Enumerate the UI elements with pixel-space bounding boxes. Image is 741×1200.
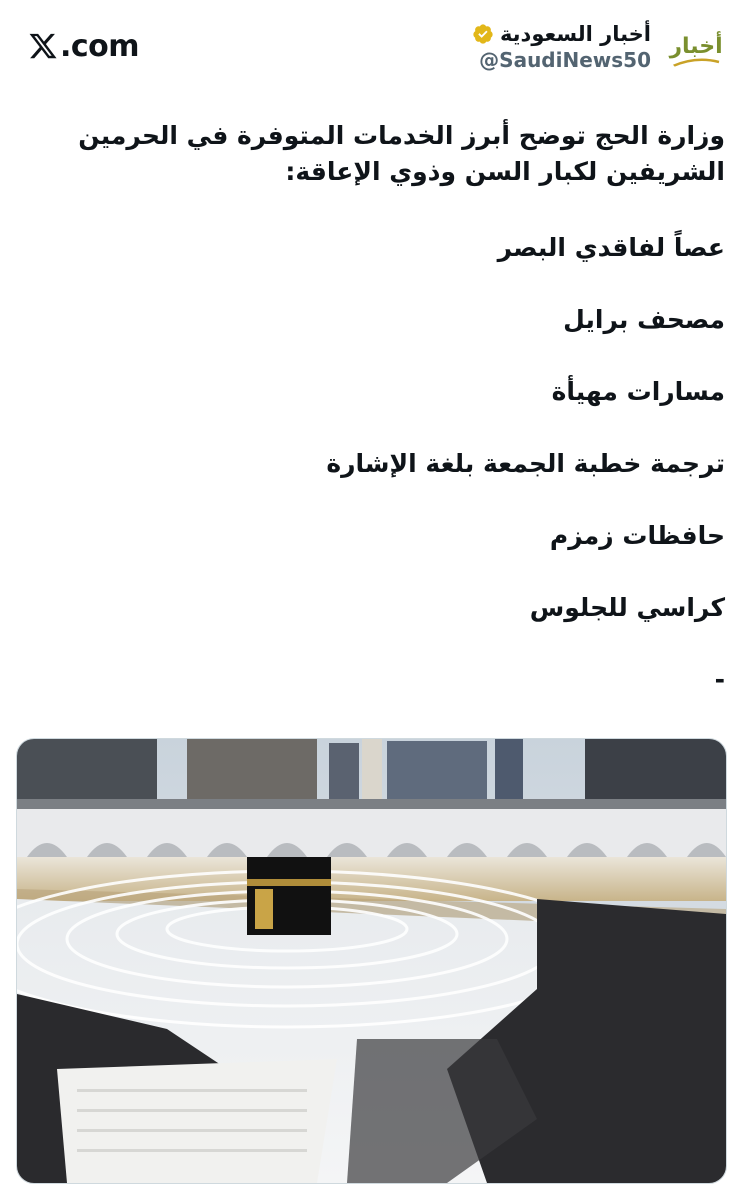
list-item: ترجمة خطبة الجمعة بلغة الإشارة: [326, 449, 725, 478]
list-item: كراسي للجلوس: [529, 593, 725, 622]
account-names: [472, 22, 651, 72]
post-text: [16, 118, 725, 698]
x-logo-icon: [28, 31, 58, 61]
avatar[interactable]: [667, 18, 725, 76]
avatar-swoosh-icon: [671, 58, 721, 68]
x-logo-text: .com: [60, 28, 140, 64]
account-info[interactable]: [472, 18, 725, 76]
list-item: حافظات زمزم: [549, 521, 725, 550]
post-headline: وزارة الحج توضح أبرز الخدمات المتوفرة في الحرمين الشريفين لكبار السن وذوي الإعاقة:: [78, 121, 725, 186]
x-logo-link[interactable]: [28, 24, 139, 68]
list-item: مسارات مهيأة: [551, 377, 725, 406]
avatar-logo-text: أخبار: [669, 34, 723, 59]
account-handle[interactable]: @SaudiNews50: [479, 48, 651, 72]
list-item: عصاً لفاقدي البصر: [497, 233, 725, 262]
post-image[interactable]: [16, 738, 727, 1184]
list-item: -: [714, 665, 725, 694]
display-name[interactable]: أخبار السعودية: [499, 22, 651, 46]
post-header: [0, 0, 741, 100]
display-name-row: [472, 22, 651, 46]
verified-badge-icon: [472, 23, 494, 45]
kaaba-photo: [17, 739, 726, 1183]
list-item: مصحف برايل: [563, 305, 725, 334]
